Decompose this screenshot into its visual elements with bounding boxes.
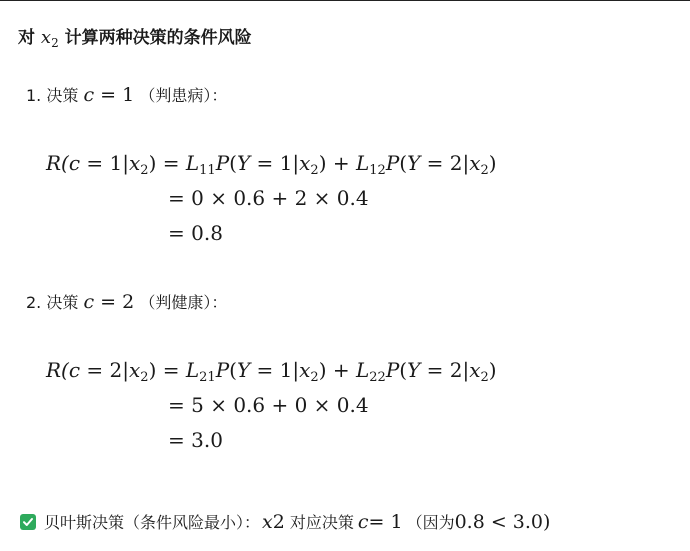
eq-var-x: x: [469, 151, 481, 175]
eq-symbol-R: R(: [46, 151, 69, 175]
risk-equation-2-line-1: [46, 358, 497, 385]
eq-var-x: x: [299, 358, 311, 382]
eq-prob-P: P: [385, 151, 400, 175]
eq-var-Y: Y: [236, 151, 251, 175]
conclusion-var-sub: 2: [272, 510, 285, 533]
risk-equation-1-line-3: = 0.8: [168, 221, 223, 245]
eq-var-c: c: [68, 151, 81, 175]
conclusion-tail-math: 0.8 < 3.0: [454, 510, 544, 533]
eq-text: ): [148, 151, 157, 175]
eq-loss-L: L: [355, 151, 370, 175]
eq-sub: 21: [199, 370, 216, 385]
list-label: 决策: [46, 86, 79, 105]
decision-var: c: [83, 291, 95, 313]
eq-equals: =: [156, 151, 186, 175]
eq-var-x: x: [299, 151, 311, 175]
check-box-icon: [20, 514, 36, 530]
eq-plus: +: [326, 151, 356, 175]
eq-var-x: x: [129, 151, 141, 175]
eq-text: = 2|: [420, 151, 470, 175]
eq-equals: =: [156, 358, 186, 382]
risk-equation-1-line-2: = 0 × 0.6 + 2 × 0.4: [168, 186, 369, 210]
list-item-2: [26, 290, 227, 313]
heading-var: x: [40, 27, 52, 48]
eq-text: = 1|: [250, 358, 300, 382]
eq-text: ): [318, 151, 327, 175]
eq-text: (: [229, 358, 237, 382]
decision-var: c: [83, 84, 95, 106]
conclusion-tail-close: ): [543, 510, 551, 533]
top-border: [0, 0, 690, 1]
eq-text: = 2|: [80, 358, 130, 382]
eq-sub: 12: [369, 163, 386, 178]
conclusion-line: [20, 510, 550, 533]
eq-sub: 22: [369, 370, 386, 385]
eq-sub: 2: [480, 370, 489, 385]
eq-var-x: x: [469, 358, 481, 382]
eq-sub: 2: [140, 370, 149, 385]
risk-equation-2-line-3: = 3.0: [168, 428, 223, 452]
list-label: 决策: [46, 293, 79, 312]
eq-text: = 2|: [420, 358, 470, 382]
eq-symbol-R: R(: [46, 358, 69, 382]
eq-text: (: [229, 151, 237, 175]
conclusion-decision-value: = 1: [368, 510, 403, 533]
conclusion-lead: 贝叶斯决策（条件风险最小）：: [44, 513, 261, 532]
eq-text: ): [488, 151, 497, 175]
eq-var-x: x: [129, 358, 141, 382]
section-heading: [18, 23, 252, 50]
eq-prob-P: P: [385, 358, 400, 382]
eq-text: ): [148, 358, 157, 382]
eq-sub: 2: [480, 163, 489, 178]
heading-prefix: 对: [18, 28, 35, 48]
eq-text: (: [399, 151, 408, 175]
eq-plus: +: [326, 358, 356, 382]
eq-loss-L: L: [355, 358, 370, 382]
heading-var-sub: 2: [51, 36, 59, 50]
list-note: （判健康）：: [139, 293, 228, 312]
list-marker: 1.: [26, 86, 42, 105]
list-marker: 2.: [26, 293, 42, 312]
eq-sub: 2: [310, 370, 319, 385]
decision-value: = 1: [94, 84, 135, 106]
conclusion-tail-open: （因为: [406, 513, 455, 532]
decision-value: = 2: [94, 291, 135, 313]
eq-loss-L: L: [185, 151, 200, 175]
eq-text: ): [318, 358, 327, 382]
eq-prob-P: P: [215, 151, 230, 175]
eq-sub: 11: [199, 163, 216, 178]
risk-equation-2-line-2: = 5 × 0.6 + 0 × 0.4: [168, 393, 369, 417]
list-note: （判患病）：: [139, 86, 228, 105]
eq-var-Y: Y: [407, 151, 421, 175]
heading-suffix: 计算两种决策的条件风险: [64, 28, 252, 48]
risk-equation-1-line-1: [46, 151, 497, 178]
eq-text: = 1|: [80, 151, 130, 175]
eq-var-Y: Y: [236, 358, 251, 382]
eq-text: (: [399, 358, 408, 382]
eq-sub: 2: [310, 163, 319, 178]
eq-sub: 2: [140, 163, 149, 178]
eq-prob-P: P: [215, 358, 230, 382]
eq-text: = 1|: [250, 151, 300, 175]
eq-text: ): [488, 358, 497, 382]
conclusion-mid: 对应决策: [289, 513, 354, 532]
eq-loss-L: L: [185, 358, 200, 382]
eq-var-Y: Y: [407, 358, 421, 382]
conclusion-var: x: [262, 510, 273, 533]
conclusion-decision-var: c: [357, 510, 369, 533]
eq-var-c: c: [68, 358, 81, 382]
list-item-1: [26, 83, 227, 106]
